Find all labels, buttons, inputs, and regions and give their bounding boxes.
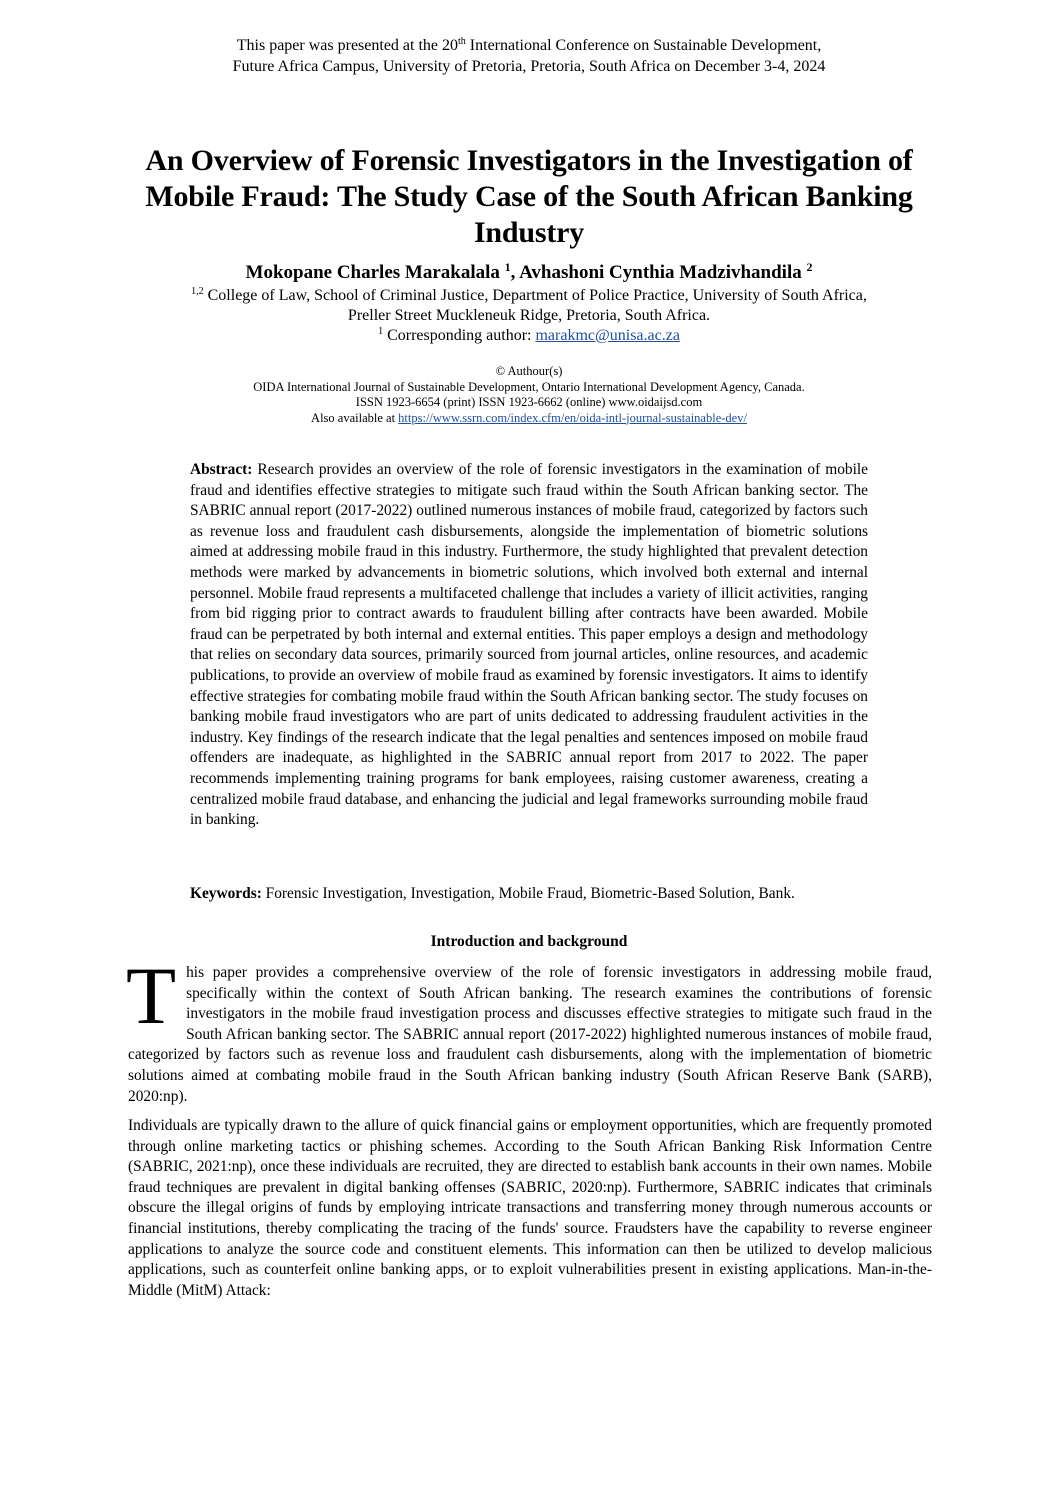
issn-line: ISSN 1923-6654 (print) ISSN 1923-6662 (online) www.oidaijsd.com — [355, 395, 703, 409]
also-available-line: Also available at https://www.ssrn.com/index.cfm/en/oida-intl-journal-sustainable-dev/ — [311, 410, 747, 425]
abstract-label: Abstract: — [190, 461, 253, 478]
author-affiliation-marker: 1 — [504, 260, 511, 274]
conference-note — [0, 35, 1058, 77]
drop-cap: T — [126, 950, 177, 1041]
intro-paragraph-2: Individuals are typically drawn to the allure of quick financial gains or employment opportunities, which are frequently promoted through online marketing tactics or phishing schemes. According to the South African Banking Risk Information Centre (SABRIC, 2021:np), once these individuals are recruited, they are directed to establish bank accounts in their own names. Mobile fraud techniques are prevalent in digital banking offenses (SABRIC, 2020:np). Furthermore, SABRIC indicates that criminals obscure the illegal origins of funds by employing intricate transactions and transferring money through numerous accounts or financial institutions, thereby complicating the tracing of the funds' source. Fraudsters have the capability to reverse engineer applications to analyze the source code and constituent elements. This information can then be utilized to develop malicious applications, such as counterfeit online banking apps, or to exploit vulnerabilities present in existing applications. Man-in-the-Middle (MitM) Attack: — [128, 1117, 932, 1299]
keywords-text: Forensic Investigation, Investigation, Mobile Fraud, Biometric-Based Solution, Bank. — [261, 885, 795, 902]
keywords — [190, 884, 868, 905]
author-name: Mokopane Charles Marakalala — [245, 262, 500, 283]
intro-paragraph-1 — [126, 950, 932, 1107]
author-name: Avhashoni Cynthia Madzivhandila — [519, 262, 802, 283]
keywords-label: Keywords: — [190, 885, 262, 902]
copyright-line: © Authour(s) — [495, 364, 563, 378]
journal-name: OIDA International Journal of Sustainable Development, Ontario International Development Agency, Canada. — [253, 379, 805, 394]
conference-note-line1: This paper was presented at the 20th International Conference on Sustainable Development, — [236, 36, 822, 54]
paper-title: An Overview of Forensic Investigators in the Investigation of Mobile Fraud: The Study Case of the South African Banking Industry — [145, 144, 913, 249]
conference-note-line2: Future Africa Campus, University of Pretoria, Pretoria, South Africa on December 3-4, 2024 — [232, 58, 826, 75]
corresponding-email-link[interactable]: marakmc@unisa.ac.za — [535, 327, 680, 344]
author-affiliation-marker: 2 — [806, 260, 813, 274]
affiliation — [0, 286, 1058, 346]
abstract-text: Research provides an overview of the role of forensic investigators in the examination of mobile fraud and identifies effective strategies to mitigate such fraud within the South African banking sector. The SABRIC annual report (2017-2022) outlined numerous instances of mobile fraud, categorized by factors such as revenue loss and fraudulent cash disbursements, alongside the implementation of biometric solutions aimed at addressing mobile fraud in this industry. Furthermore, the study highlighted that prevalent detection methods were marked by advancements in biometric solutions, which involved both external and internal personnel. Mobile fraud represents a multifaceted challenge that includes a variety of illicit activities, ranging from bid rigging prior to contract awards to fraudulent billing after contracts have been awarded. Mobile fraud can be perpetrated by both internal and external entities. This paper employs a design and methodology that relies on secondary data sources, primarily sourced from journal articles, online resources, and academic publications, to provide an overview of mobile fraud as examined by forensic investigators. It aims to identify effective strategies for combating mobile fraud within the South African banking sector. The study focuses on banking mobile fraud investigators who are part of units dedicated to addressing fraudulent activities in the industry. Key findings of the research indicate that the legal penalties and sentences imposed on mobile fraud offenders are inadequate, as highlighted in the SABRIC annual report from 2017 to 2022. The paper recommends implementing training programs for bank employees, raising customer awareness, creating a centralized mobile fraud database, and enhancing the judicial and legal frameworks surrounding mobile fraud in banking. — [190, 461, 868, 829]
ssrn-link[interactable]: https://www.ssrn.com/index.cfm/en/oida-intl-journal-sustainable-dev/ — [398, 410, 747, 425]
ordinal-superscript: th — [458, 36, 466, 47]
affiliation-line1: $^{1,2}$ College of Law, School of Criminal Justice, Department of Police Practice, University of South Africa, — [191, 286, 867, 304]
section-heading: Introduction and background — [430, 933, 628, 950]
intro-paragraph-1-text: his paper provides a comprehensive overview of the role of forensic investigators in addressing mobile fraud, specifically within the context of South African banking. The research examines the contributions of forensic investigators in the mobile fraud investigation process and discusses effective strategies to mitigate such fraud in the South African banking sector. The SABRIC annual report (2017-2022) highlighted numerous instances of mobile fraud, categorized by factors such as revenue loss and fraudulent cash disbursements, along with the implementation of biometric solutions aimed at combating mobile fraud in the South African banking industry (South African Reserve Bank (SARB), 2020:np). — [128, 964, 932, 1105]
author-list: Mokopane Charles Marakalala $^1$, Avhashoni Cynthia Madzivhandila $^2$ — [245, 260, 813, 283]
corresponding-author: $^1$ Corresponding author: marakmc@unisa.ac.za — [378, 326, 680, 344]
journal-info — [0, 364, 1058, 426]
abstract — [190, 460, 868, 831]
affiliation-line2: Preller Street Muckleneuk Ridge, Pretoria, South Africa. — [347, 307, 711, 324]
